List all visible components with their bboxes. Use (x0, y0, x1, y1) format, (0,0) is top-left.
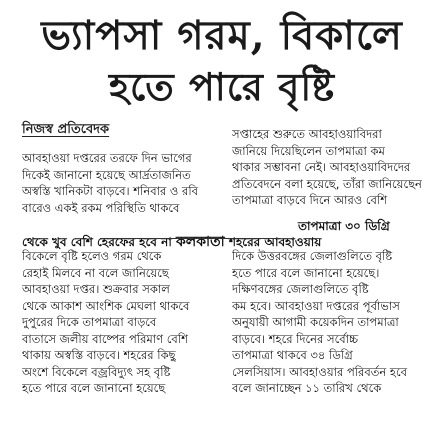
text-line: বলে জানাচ্ছেন ১১ তারিখ থেকে (232, 381, 382, 395)
text-line: বারেও একই রকম পরিস্থিতি থাকবে (22, 200, 180, 215)
text-line: দিকে উত্তরবঙ্গের জেলাগুলিতে বৃষ্টি (232, 249, 393, 263)
text-line: হতে পারে বলে জানানো হয়েছে। (232, 265, 380, 280)
pull-quote-text: থেকে খুব বেশি হেরফের হবে না (22, 235, 172, 249)
column-left-top (22, 150, 218, 216)
text-line: থাকার সম্ভাবনা নেই। আবহাওয়াবিদদের (232, 160, 411, 174)
text-line: রেহাই মিলবে না বলে জানিয়েছে (22, 265, 169, 280)
text-line: হতে পারে বলে জানানো হয়েছে (22, 381, 166, 395)
text-line: বাড়বে। শহরে দিনের সর্বোচ্চ (232, 331, 359, 346)
headline-line-2: হতে পারে বৃষ্টি (109, 64, 335, 109)
text-line: আবহাওয়া দপ্তরের তরফে দিন ভাগের (22, 151, 192, 165)
text-line: বাতাসে জলীয় বাষ্পের পরিমাণ বেশি (22, 331, 188, 346)
text-line: তাপমাত্রা বাড়বে দিনে আরও বেশি (232, 193, 388, 207)
byline: নিজস্ব প্রতিবেদক (22, 122, 110, 137)
pull-quote (22, 218, 442, 250)
text-line: থাকায় অস্বস্তি বাড়বে। শহরের কিছু (22, 348, 176, 362)
text-line: আবহাওয়া দপ্তর। শুক্রবার সকাল (22, 282, 170, 296)
text-line: সেলসিয়াস। আবহাওয়ার পরিবর্তন হবে (232, 364, 407, 379)
text-line: বিকেলে বৃষ্টি হলেও গরম থেকে (22, 249, 162, 263)
text-line: দক্ষিণবঙ্গের জেলাগুলিতে বৃষ্টি (232, 282, 369, 296)
column-left-bottom (22, 248, 218, 397)
text-line: দিকেই জানানো হয়েছে আর্দ্রতাজনিত (22, 167, 191, 182)
text-line: কম হবে। আবহাওয়া দপ্তরের পূর্বাভাস (232, 298, 400, 313)
text-line: সপ্তাহের শুরুতে আবহাওয়াবিদরা (232, 127, 382, 141)
text-line: অংশে বিকেলে বজ্রবিদ্যুৎ সহ বৃষ্টি (22, 364, 171, 379)
pull-quote-text: শহরের আবহাওয়ায় (228, 235, 322, 249)
headline-line-1: ভ্যাপসা গরম, বিকালে (41, 12, 403, 59)
text-line: দুপুরের দিকে তাপমাত্রা বাড়বে (22, 315, 157, 329)
divider (100, 238, 280, 239)
text-line: জানিয়ে দিয়েছিলেন তাপমাত্রা কম (232, 143, 385, 158)
text-line: প্রতিবেদনে বলা হয়েছে, তাঁরা জানিয়েছেন (232, 176, 422, 191)
text-line: থেকে আকাশ আংশিক মেঘলা থাকবে (22, 298, 190, 313)
text-line: তাপমাত্রা থাকবে ৩৪ ডিগ্রি (232, 348, 353, 362)
column-right-top (232, 126, 438, 209)
pull-quote-line: তাপমাত্রা ৩০ ডিগ্রি (298, 219, 390, 233)
text-line: অনুযায়ী আগামী কয়েকদিন তাপমাত্রা (232, 315, 399, 329)
column-right-bottom (232, 248, 438, 397)
text-line: অস্বস্তি খানিকটা বাড়বে। শনিবার ও রবি (22, 184, 199, 198)
pull-quote-city: কলকাতা (176, 234, 225, 250)
